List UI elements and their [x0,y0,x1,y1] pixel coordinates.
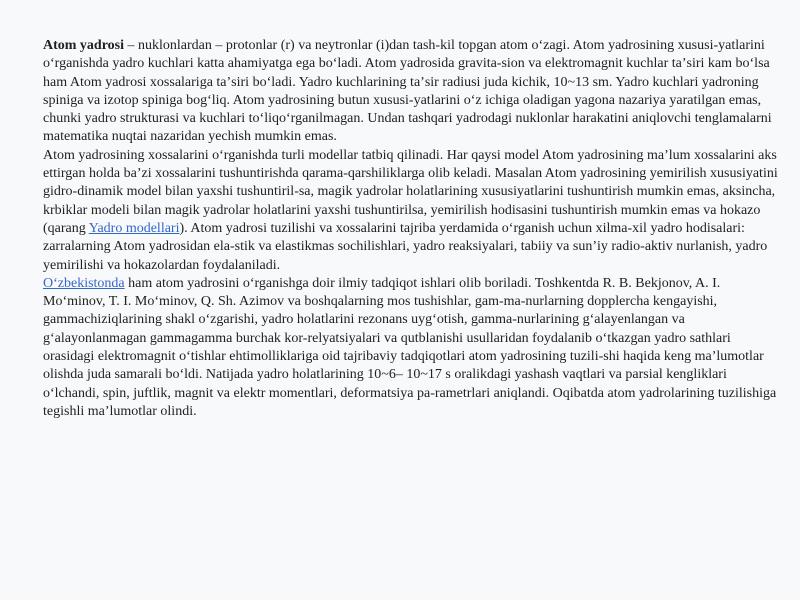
link-yadro-modellari[interactable]: Yadro modellari [88,220,180,236]
paragraph-text: ham atom yadrosini oʻrganishga doir ilmiy tadqiqot ishlari olib boriladi. Toshkentda R. B. Bekjonov, A. I. Moʻminov, T. I. Moʻminov, Q. Sh. Azimov va boshqalarning mos tushishlar, gam-ma-nurlarning dopplercha kengayishi, gammachiziqlarining shakl oʻzgarishi, yadro holatlarini rezonans uygʻotish, gamma-nurlarining gʻalayenlangan va gʻalayonlanmagan gammagamma burchak kor-relyatsiyalari va qutblanishi usullaridan foydalanib oʻtkazgan yadro sathlari orasidagi elektromagnit oʻtishlar ehtimolliklariga oid tajribaviy tadqiqotlari atom yadrosining tuzili-shi haqida keng maʼlumotlar olishda juda samarali boʻldi. Natijada yadro holatlarining 10~6– 10~17 s oralikdagi yashash vaqtlari va parsial kengliklari oʻlchandi, spin, juftlik, magnit va elektr momentlari, deformatsiya pa-rametrlari aniqlandi. Oqibatda atom yadrolarining tuzilishiga tegishli maʼlumotlar olindi. [43,275,777,419]
paragraph-text: – nuklonlardan – protonlar (r) va neytronlar (i)dan tash-kil topgan atom oʻzagi. Atom yadrosining xususi-yatlarini oʻrganishda yadro kuchlari katta ahamiyatga ega boʻladi. Atom yadrosida gravita-sion va elektromagnit kuchlar taʼsiri kam boʻlsa ham Atom yadrosi xossalariga taʼsiri boʻladi. Yadro kuchlarining taʼsir radiusi juda kichik, 10~13 sm. Yadro kuchlari yadroning spiniga va izotop spiniga bogʻliq. Atom yadrosining butun xususi-yatlarini oʻz ichiga oladigan yagona nazariya yaratilgan emas, chunki yadro strukturasi va kuchlari toʻliqoʻrganilmagan. Undan tashqari yadrodagi nuklonlar harakatini aniqlovchi tenglamalarni matematika nuqtai nazaridan yechish mumkin emas. [43,38,772,145]
article-paragraph-models [43,147,783,275]
article-paragraph-uzbekistan [43,275,783,421]
paragraph-text: ). Atom yadrosi tuzilishi va xossalarini tajriba yerdamida oʻrganish uchun xilma-xil yadro hodisalari: zarralarning Atom yadrosidan ela-stik va elastikmas sochilishlari, yadro reaksiyalari, tabiiy va sunʼiy radio-aktiv nurlanish, yadro yemirilishi va hokazolardan foydalaniladi. [43,220,768,273]
link-ozbekistonda[interactable]: Oʻzbekistonda [43,275,125,291]
article-paragraph-intro [43,37,783,147]
paragraph-text: Atom yadrosining xossalarini oʻrganishda turli modellar tatbiq qilinadi. Har qaysi model Atom yadrosining maʼlum xossalarini aks ettirgan holda baʼzi xossalarini tushuntirishda qarama-qarshiliklarga olib keladi. Masalan Atom yadrosining yemirilish xususiyatini gidro-dinamik model bilan yaxshi tushuntiril-sa, magik yadrolar holatlarining xususiyatlarini tushuntirish mumkin emas, aksincha, krbiklar modeli bilan magik yadrolar holatlarini yaxshi tushuntirilsa, yemirilish hodisasini tushuntirish mumkin emas va hokazo (qarang [43,147,778,236]
article-body [43,37,783,421]
article-term: Atom yadrosi [43,38,125,53]
